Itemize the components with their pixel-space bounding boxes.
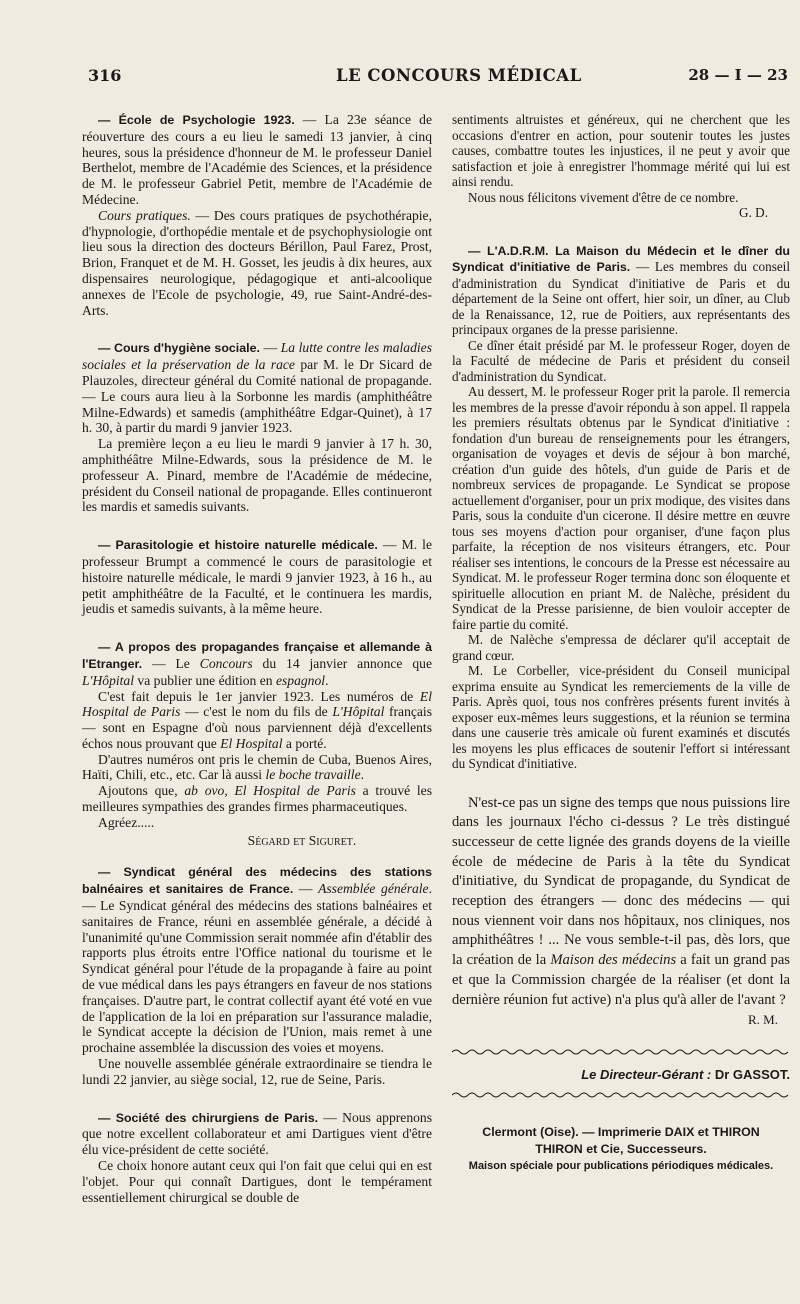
- italic-run: L'Hôpital: [82, 672, 135, 688]
- italic-title: La lutte contre les maladies sociales et la préservation de la race: [82, 340, 432, 373]
- printer-line: Clermont (Oise). — Imprimerie DAIX et THIRON: [482, 1125, 760, 1140]
- text-run: Ajoutons que,: [98, 783, 185, 799]
- text-run: a porté.: [282, 735, 327, 751]
- right-column: [452, 112, 790, 1175]
- article-signature: Ségard et Siguret.: [247, 832, 357, 848]
- dash: —: [259, 340, 281, 356]
- paragraph: Nous nous félicitons vivement d'être de ce nombre.: [468, 189, 739, 205]
- italic-run: El Hospital de Paris: [82, 688, 432, 720]
- paragraph: Au dessert, M. le professeur Roger prit la parole. Il remercia les membres de la presse d'avoir répondu à son appel. Il rappela les premiers résultats obtenus par le Syndicat d'initiative : fondation d'un bureau de renseignements pour les étrangers, organisation de voyages et devis de séjour à bon marché, création d'un guide des hôtels, d'un guide de Paris et de nombreux services de propagande. Le Syndicat se propose actuellement d'organiser, pour un prix modique, des visites dans Paris, sous la conduite d'un cicerone. Il désire mettre en œuvre tous ses moyens d'action pour organiser, d'une façon plus parfaite, la réception de nos visiteurs étrangers, etc. Pour réaliser ses intentions, le concours de la Presse est nécessaire au Syndicat. M. le professeur Roger termina donc son éloquente et spirituelle allocution en priant M. de Nalèche, président du Syndicat de la Presse parisienne, de bien vouloir accepter de faire partie du comité.: [452, 384, 790, 632]
- article-propagandes: [82, 639, 432, 848]
- italic-run: espagnol: [275, 672, 326, 688]
- director-label: Le Directeur-Gérant :: [581, 1067, 712, 1083]
- article-chirurgiens: [82, 1110, 432, 1206]
- paragraph: Ce choix honore autant ceux qui l'on fait que celui qui en est l'objet. Pour qui connaît Dartigues, dont le tempérament essentiellement chirurgical se double de: [82, 1158, 432, 1205]
- wavy-divider: [452, 1089, 790, 1101]
- journal-title: LE CONCOURS MÉDICAL: [336, 66, 582, 85]
- text-run: .: [325, 672, 329, 688]
- subheading: Cours pratiques.: [98, 207, 191, 223]
- article-syndicat-stations: [82, 864, 432, 1087]
- article-signature: R. M.: [748, 1012, 778, 1028]
- italic-run: L'Hôpital: [332, 704, 385, 720]
- editorial-note: [452, 794, 790, 1030]
- italic-run: El Hospital: [220, 735, 283, 751]
- article-heading: — L'A.D.R.M. La Maison du Médecin et le dîner du Syndicat d'initiative de Paris.: [452, 243, 790, 274]
- text-run: N'est-ce pas un signe des temps que nous puissions lire dans les journaux l'écho ci-dessus ? Le très distingué successeur de cette lignée des grands doyens de la vieille école de médecine de Paris à la tête du Syndicat d'initiative, du Syndicat de propagande, du Syndicat de reception des étrangers — donc des médecins — qui nous viennent voir dans nos hôpitaux, nos cliniques, nos amphithéâtres ! ... Ne vous semble-t-il pas, dès lors, que la création de la: [452, 794, 790, 969]
- text-run: a trouvé les meilleures sympathies des grandes firmes pharmaceutiques.: [82, 783, 432, 815]
- article-text: — Les membres du conseil d'administration du Syndicat d'initiative de Paris et du département de la Seine ont offert, hier soir, un dîner, au Club de la Renaissance, 12, rue de Poitiers, aux représentants des principaux organes de la presse parisienne.: [452, 259, 791, 337]
- article-parasitologie: [82, 537, 432, 617]
- page-header: [88, 66, 788, 92]
- article-heading: — Parasitologie et histoire naturelle médicale.: [98, 538, 378, 553]
- paragraph: M. Le Corbeller, vice-président du Conseil municipal exprima ensuite au Syndicat les remerciements de la ville de Paris. Après quoi, tous nos confrères présents furent invités à exposer eux-mêmes leurs suggestions, et la réunion se termina dans une causerie très amicale où furent examinés et discutés les moyens les plus efficaces de soutenir l'effort si intéressant du Syndicat d'initiative.: [452, 663, 790, 771]
- text-run: .: [360, 767, 365, 783]
- paragraph: La première leçon a eu lieu le mardi 9 janvier à 17 h. 30, amphithéâtre Milne-Edwards, sous la présidence de M. le professeur A. Pinard, membre de l'Académie de médecine, président du Conseil national de propagande. Elles continueront les mardis et samedis suivants.: [82, 436, 432, 515]
- text-run: ,: [224, 783, 235, 799]
- text-run: français — sont en Espagne d'où nous parviennent déjà d'excellents échos nous prouvant que: [82, 704, 433, 751]
- italic-run: le boche travaille: [265, 767, 361, 783]
- italic-run: El Hospital de Paris: [234, 783, 356, 799]
- issue-date: 28 — I — 23: [688, 66, 788, 84]
- director-name: Dr GASSOT.: [714, 1067, 790, 1083]
- article-hygiene-sociale: [82, 340, 432, 515]
- article-heading: — École de Psychologie 1923.: [98, 113, 295, 127]
- text-run: — c'est le nom du fils de: [180, 704, 333, 720]
- text-run: — Le: [142, 655, 200, 671]
- paragraph: Une nouvelle assemblée générale extraordinaire se tiendra le lundi 22 janvier, au siège social, 12, rue de Seine, Paris.: [82, 1056, 432, 1087]
- printer-imprint: [452, 1124, 790, 1175]
- article-text: — Nous apprenons que notre excellent collaborateur et ami Dartigues vient d'être élu vice-président de cette société.: [82, 1109, 432, 1158]
- wavy-divider: [452, 1046, 790, 1058]
- printer-line: Maison spéciale pour publications périodiques médicales.: [468, 1160, 774, 1173]
- article-heading: — Cours d'hygiène sociale.: [98, 341, 260, 356]
- text-run: du 14 janvier annonce que: [252, 655, 432, 671]
- article-heading: — Syndicat général des médecins des stations balnéaires et sanitaires de France.: [82, 865, 432, 897]
- article-text: — La 23e séance de réouverture des cours a eu lieu le samedi 13 janvier, à cinq heures, sous la présidence d'honneur de M. le professeur Daniel Berthelot, membre de l'Académie des Sciences, et la présidence de M. le professeur Gabriel Petit, membre de l'Académie de Médecine.: [82, 112, 432, 207]
- paragraph: M. de Nalèche s'empressa de déclarer qu'il acceptait de grand cœur.: [452, 632, 790, 663]
- italic-run: ab ovo: [184, 783, 225, 799]
- article-text: — M. le professeur Brumpt a commencé le cours de parasitologie et histoire naturelle médicale, le mardi 9 janvier 1923, à 16 h., au petit amphithéâtre de la Faculté, et le continuera les mardis, jeudis et samedis suivants, à la même heure.: [82, 537, 432, 617]
- italic-run: Maison des médecins: [550, 952, 677, 969]
- director-line: [452, 1067, 790, 1083]
- paragraph: sentiments altruistes et généreux, qui ne cherchent que les occasions d'entrer en action, pour soutenir toutes les justes causes, combattre toutes les injustices, il ne peut y avoir que satisfaction et joie à enregistrer l'hommage mérité qui lui est ainsi rendu.: [452, 112, 790, 189]
- article-text: — Des cours pratiques de psychothérapie, d'hypnologie, d'orthopédie mentale et de psychophysiologie ont lieu sous la direction des docteurs Bérillon, Paul Farez, Prost, Brion, Franquet et de M. H. Gosset, les jeudis à dix heures, aux dispensaires neurologique, pédagogique et anti-alcoolique annexes de l'Ecole de psychologie, 49, rue Saint-André-des-Arts.: [82, 207, 432, 318]
- dash: —: [293, 881, 319, 897]
- article-signature: G. D.: [739, 205, 768, 220]
- article-heading: — A propos des propagandes française et allemande à l'Etranger.: [82, 640, 432, 671]
- text-run: C'est fait depuis le 1er janvier 1923. Les numéros de: [98, 688, 420, 704]
- text-run: va publier une édition en: [134, 672, 276, 688]
- page-number: 316: [88, 66, 122, 85]
- paragraph: Agréez.....: [98, 814, 155, 830]
- text-run: D'autres numéros ont pris le chemin de Cuba, Buenos Aires, Haïti, Chili, etc., etc. Car là aussi: [82, 751, 432, 783]
- article-text: . — Le Syndicat général des médecins des stations balnéaires et sanitaires de France, réuni en assemblée générale, a décidé à l'unanimité qu'une Commission serait nommée afin d'établir des rapports plus étroits entre l'Office national du tourisme et le Syndicat général pour l'étude de la propagande à faire au point de vue médical dans les pays étrangers en faveur de nos stations françaises. D'autre part, le contrat collectif ayant été voté en vue de l'application de la loi en préparation sur l'assurance maladie, le Syndicat accepte la décision de l'Union, mais remet à une prochaine assemblée la discussion des voies et moyens.: [82, 881, 432, 1056]
- italic-run: Concours: [199, 655, 253, 671]
- article-heading: — Société des chirurgiens de Paris.: [98, 1110, 319, 1125]
- text-run: a fait un grand pas et que la Commission chargée de la réaliser (et dont la dernière réunion fut active) n'a plus qu'à aller de l'avant ?: [452, 952, 790, 1008]
- paragraph: Ce dîner était présidé par M. le professeur Roger, doyen de la Faculté de médecine de Paris et président du conseil d'administration du Syndicat.: [452, 337, 790, 384]
- article-adrm: [452, 243, 790, 772]
- left-column: [82, 112, 432, 1205]
- printer-line: THIRON et Cie, Successeurs.: [535, 1142, 707, 1157]
- article-text: par M. le Dr Sicard de Plauzoles, directeur général du Comité national de propagande. — Le cours aura lieu à la Sorbonne les mardis (amphithéâtre Milne-Edwards) et samedis (amphithéâtre Edgar-Quinet), à 17 h. 30, à partir du mardi 9 janvier 1923.: [82, 357, 433, 436]
- article-continuation: [452, 112, 790, 221]
- italic-title: Assemblée générale: [318, 881, 429, 897]
- article-ecole-psychologie: [82, 112, 432, 318]
